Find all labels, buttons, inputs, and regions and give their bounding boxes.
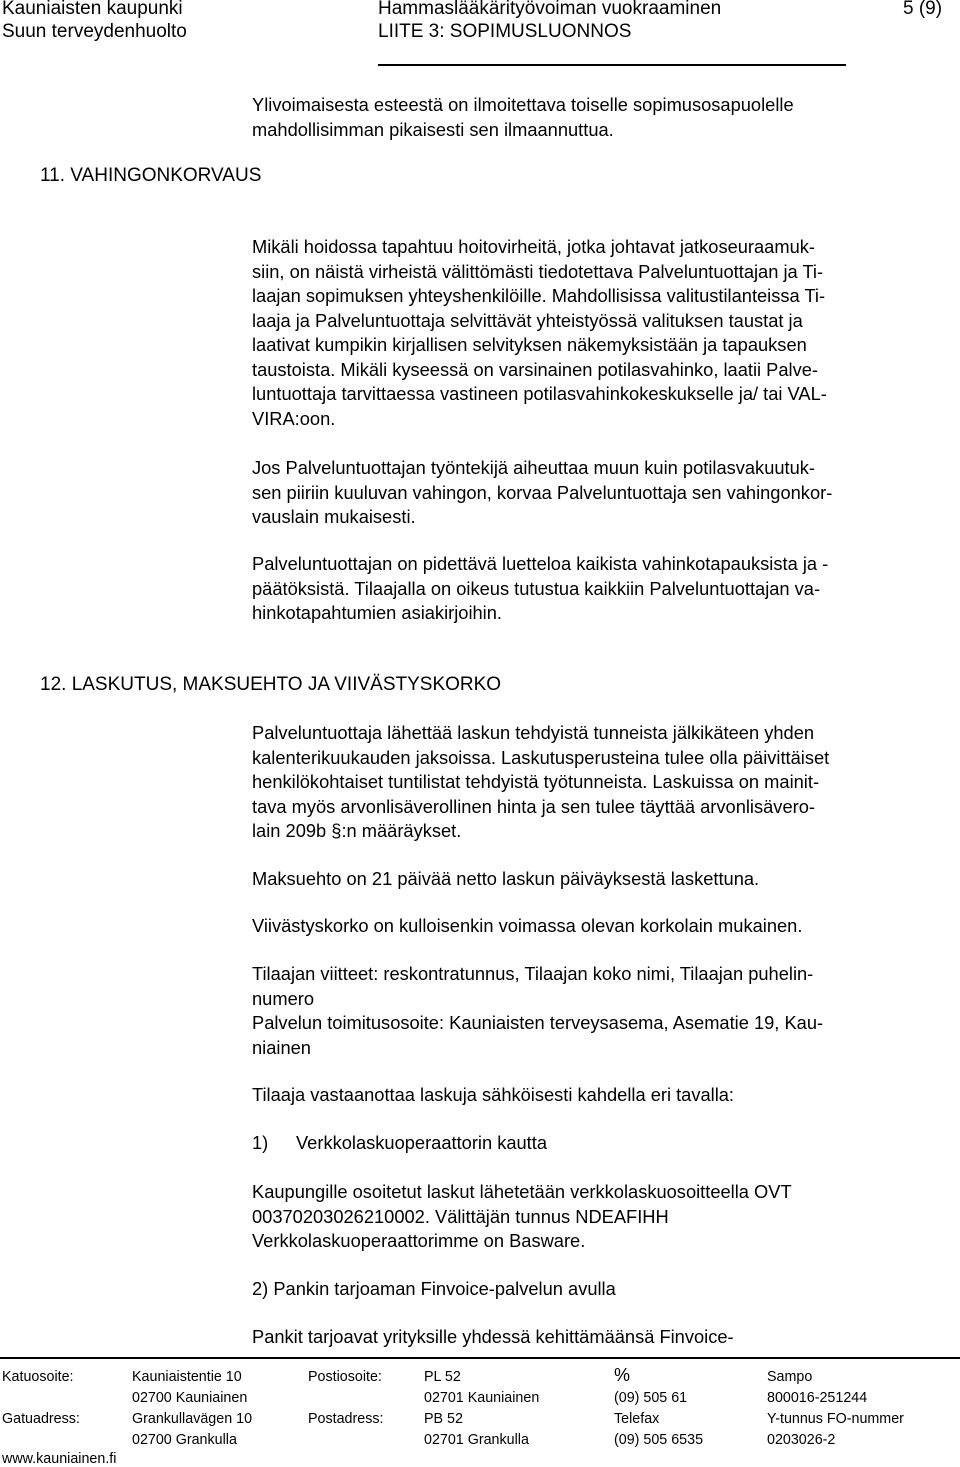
section-11-heading: 11. VAHINGONKORVAUS: [40, 165, 262, 186]
postal-box-city-sv: 02701 Grankulla: [424, 1432, 529, 1448]
postal-code-city: 02700 Kauniainen: [132, 1390, 248, 1406]
invoice-method-1: [252, 1131, 547, 1156]
website-link[interactable]: www.kauniainen.fi: [2, 1451, 117, 1467]
section-12-heading: 12. LASKUTUS, MAKSUEHTO JA VIIVÄSTYSKORKO: [40, 674, 502, 695]
list-text: Verkkolaskuoperaattorin kautta: [296, 1132, 548, 1153]
page-number: 5 (9): [903, 0, 943, 19]
document-subtitle: LIITE 3: SOPIMUSLUONNOS: [378, 21, 632, 42]
street-address-label: Katuosoite:: [2, 1369, 74, 1385]
late-interest: Viivästyskorko on kulloisenkin voimassa olevan korkolain mukainen.: [252, 915, 803, 936]
phone-icon: %: [614, 1365, 631, 1385]
fax-number: (09) 505 6535: [614, 1432, 704, 1448]
force-majeure-paragraph: Ylivoimaisesta esteestä on ilmoitettava toiselle sopimusosapuolelle mahdollisimman pikaisesti sen ilmaannuttua.: [252, 94, 794, 140]
list-number: 1): [252, 1132, 269, 1153]
business-id-label: Y-tunnus FO-nummer: [767, 1411, 904, 1427]
bank-account: 800016-251244: [767, 1390, 868, 1406]
header-unit: Suun terveydenhuolto: [2, 21, 187, 42]
section-11-paragraph-3: Palveluntuottajan on pidettävä luetteloa kaikista vahinkotapauksista ja - päätöksistä. Tilaajalla on oikeus tutustua kaikkiin Palveluntuottajan va- hinkotapahtumien asiakirjoihin.: [252, 553, 829, 623]
postal-address-sv-label: Postadress:: [308, 1411, 384, 1427]
street-address-sv: Grankullavägen 10: [132, 1411, 253, 1427]
document-title: Hammaslääkärityövoiman vuokraaminen: [378, 0, 722, 19]
postal-code-city-sv: 02700 Grankulla: [132, 1432, 237, 1448]
header-divider: [378, 64, 846, 66]
header-org: Kauniaisten kaupunki: [2, 0, 183, 19]
phone-number: (09) 505 61: [614, 1390, 688, 1406]
bank-label: Sampo: [767, 1369, 813, 1385]
fax-label: Telefax: [614, 1411, 660, 1427]
street-address: Kauniaistentie 10: [132, 1369, 242, 1385]
business-id: 0203026-2: [767, 1432, 836, 1448]
payment-terms: Maksuehto on 21 päivää netto laskun päiväyksestä laskettuna.: [252, 868, 760, 889]
section-11-paragraph-2: Jos Palveluntuottajan työntekijä aiheuttaa muun kuin potilasvakuutuk- sen piiriin kuuluvan vahingon, korvaa Palveluntuottaja sen vahingonkor- vauslain mukaisesti.: [252, 457, 833, 527]
postal-address-label: Postiosoite:: [308, 1369, 382, 1385]
street-address-sv-label: Gatuadress:: [2, 1411, 80, 1427]
postal-box-sv: PB 52: [424, 1411, 463, 1427]
postal-box: PL 52: [424, 1369, 461, 1385]
section-12-paragraph-1: Palveluntuottaja lähettää laskun tehdyistä tunneista jälkikäteen yhden kalenterikuukauden jaksoissa. Laskutusperusteina tulee olla päivittäiset henkilökohtaiset tuntilistat tehdyistä työtunneista. Laskuissa on mainit- tava myös arvonlisäverollinen hinta ja sen tulee täyttää arvonlisävero- lain 209b §:n määräykset.: [252, 722, 830, 841]
e-invoice-address: Kaupungille osoitetut laskut lähetetään verkkolaskuosoitteella OVT 00370203026210002. Välittäjän tunnus NDEAFIHH Verkkolaskuoperaattorimme on Basware.: [252, 1181, 792, 1251]
section-11-paragraph-1: Mikäli hoidossa tapahtuu hoitovirheitä, jotka johtavat jatkoseuraamuk- siin, on näistä virheistä välittömästi tiedotettava Palveluntuottajan ja Ti- laajan sopimuksen yhteyshenkilöille. Mahdollisissa valitustilanteissa Ti- laaja ja Palveluntuottaja selvittävät yhteistyössä valituksen taustat ja laativat kumpikin kirjallisen selvityksen näkemyksistään ja tapauksen taustoista. Mikäli kyseessä on varsinainen potilasvahinko, laatii Palve- luntuottaja tarvittaessa vastineen potilasvahinkokeskukselle ja/ tai VAL- VIRA:oon.: [252, 236, 827, 429]
invoice-method-2: 2) Pankin tarjoaman Finvoice-palvelun avulla: [252, 1278, 616, 1299]
postal-box-city: 02701 Kauniainen: [424, 1390, 540, 1406]
customer-references: Tilaajan viitteet: reskontratunnus, Tilaajan koko nimi, Tilaajan puhelin- numero Palvelun toimitusosoite: Kauniaisten terveysasema, Asematie 19, Kau- niainen: [252, 963, 824, 1058]
finvoice-paragraph: Pankit tarjoavat yrityksille yhdessä kehittämäänsä Finvoice-: [252, 1326, 734, 1347]
invoice-methods-intro: Tilaaja vastaanottaa laskuja sähköisesti kahdella eri tavalla:: [252, 1084, 735, 1105]
footer-divider: [0, 1357, 960, 1359]
